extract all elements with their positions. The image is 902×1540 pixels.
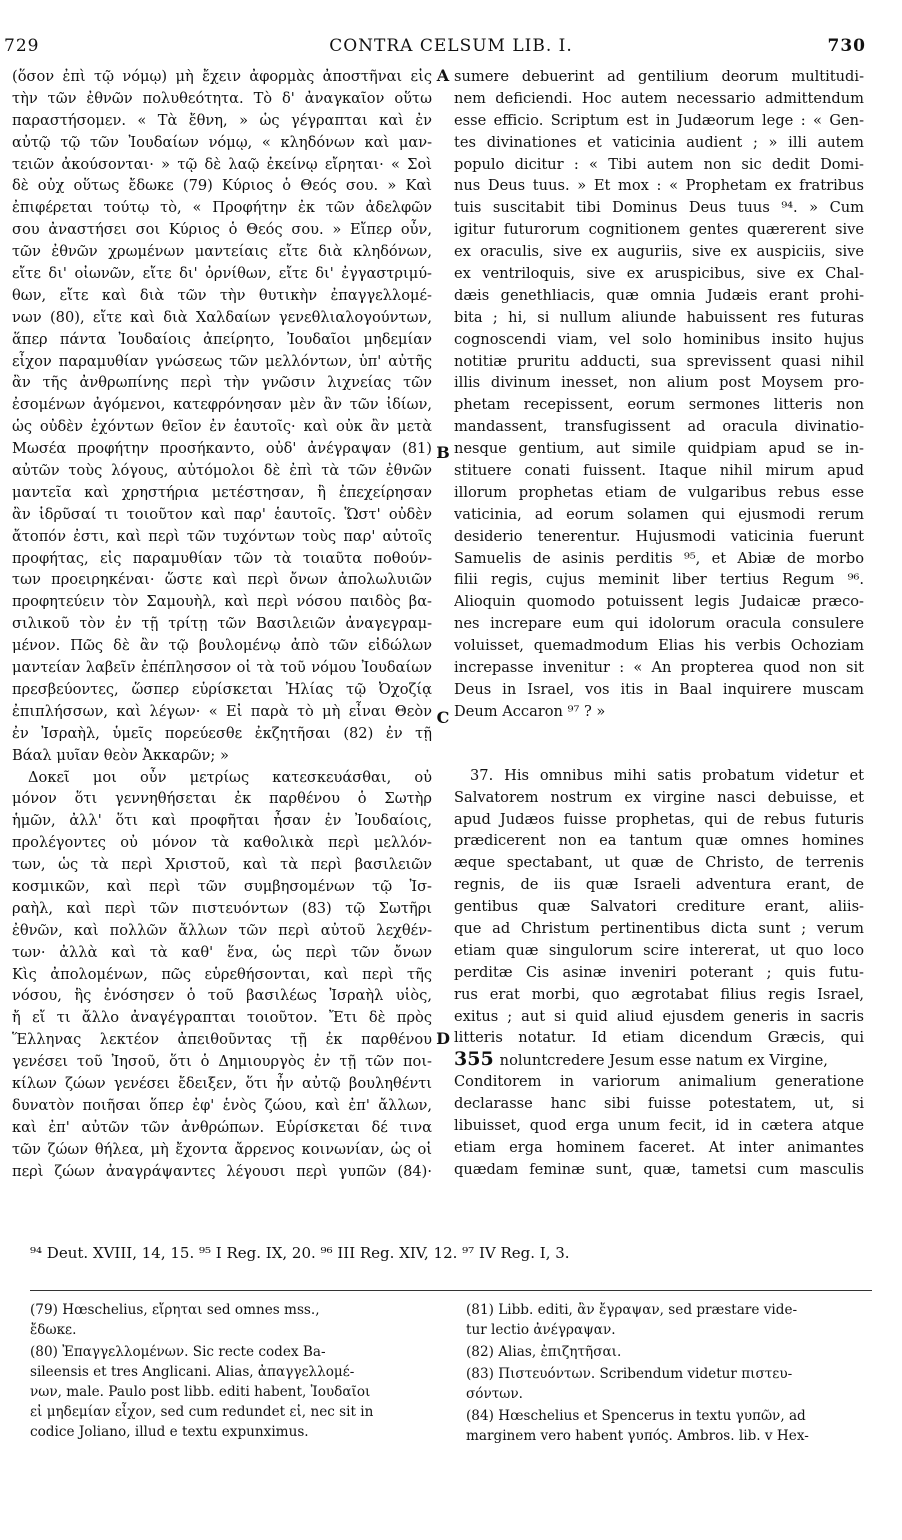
latin-line: illis divinum inesset, non alium post Moysem pro- xyxy=(454,374,864,392)
latin-line-with-column-number xyxy=(454,1049,864,1071)
greek-line: τὴν τῶν ἐθνῶν πολυθεότητα. Τὸ δ' ἀναγκαῖον οὕτω xyxy=(12,89,432,107)
latin-line: Conditorem in variorum animalium generatione xyxy=(454,1073,864,1091)
page-number-left: 729 xyxy=(4,36,40,56)
greek-line: ἐπιφέρεται τούτῳ τὸ, « Προφήτην ἐκ τῶν ἀδελφῶν xyxy=(12,199,432,217)
latin-line: etiam quæ singulorum scire intererat, ut quo loco xyxy=(454,941,864,959)
footnote-line: codice Joliano, illud e textu expunximus. xyxy=(30,1424,309,1440)
latin-line: mandassent, transfugissent ad oracula divinatio- xyxy=(454,418,864,436)
latin-line: nem deficiendi. Hoc autem necessario admittendum xyxy=(454,89,864,107)
latin-line: etiam erga hominem faceret. At inter animantes xyxy=(454,1138,864,1156)
latin-line: Deus in Israel, vos itis in Baal inquirere muscam xyxy=(454,680,864,698)
latin-line: cognoscendi viam, vel solo hominibus insito hujus xyxy=(454,330,864,348)
section-marker-b: B xyxy=(436,443,450,462)
latin-line: Alioquin quomodo potuissent legis Judaicæ præco- xyxy=(454,593,864,611)
greek-line: εἴτε δι' οἰωνῶν, εἴτε δι' ὀρνίθων, εἴτε δι' ἐγγαστριμύ- xyxy=(12,265,432,283)
latin-line: nes increpare eum qui idolorum oracula consulere xyxy=(454,615,864,633)
greek-line: τειῶν ἀκούσονται· » τῷ δὲ λαῷ ἐκείνῳ εἴρηται· « Σοὶ xyxy=(12,155,432,173)
greek-line: ὡς οὐδὲν ἐχόντων θεῖον ἐν ἑαυτοῖς· καὶ οὐκ ἂν μετὰ xyxy=(12,418,432,436)
latin-line: exitus ; aut si quid aliud ejusdem generis in sacris xyxy=(454,1007,864,1025)
running-header xyxy=(0,36,902,60)
greek-line: μόνον ὅτι γεννηθήσεται ἐκ παρθένου ὁ Σωτὴρ xyxy=(12,790,432,808)
latin-line: que ad Christum pertinentibus dicta sunt ; verum xyxy=(454,919,864,937)
latin-line: ex ventriloquis, sive ex aruspicibus, sive ex Chal- xyxy=(454,265,864,283)
latin-line: declarasse hanc sibi fuisse potestatem, ut, si xyxy=(454,1095,864,1113)
greek-line: δυνατὸν ποιῆσαι ὅπερ ἐφ' ἑνὸς ζώου, καὶ ἐπ' ἄλλων, xyxy=(12,1096,432,1114)
greek-line: Δοκεῖ μοι οὖν μετρίως κατεσκευάσθαι, οὐ xyxy=(28,768,432,786)
greek-line: ραὴλ, καὶ περὶ τῶν πιστευόντων (83) τῷ Σωτῆρι xyxy=(12,899,432,917)
greek-line: αὐτῶν τοὺς λόγους, αὐτόμολοι δὲ ἐπὶ τὰ τῶν ἐθνῶν xyxy=(12,462,432,480)
greek-line: Κὶς ἀπολομένων, πῶς εὑρεθήσονται, καὶ περὶ τῆς xyxy=(12,965,432,983)
greek-line: περὶ ζώων ἀναγράψαντες λέγουσι περὶ γυπῶν (84)· xyxy=(12,1162,432,1180)
greek-line: αὐτῷ τῷ τῶν Ἰουδαίων νόμῳ, « κληδόνων καὶ μαν- xyxy=(12,133,432,151)
greek-line: Ἕλληνας λεκτέον ἀπειθοῦντας τῇ ἐκ παρθένου xyxy=(12,1031,432,1049)
greek-line: πρεσβεύοντες, ὥσπερ εὑρίσκεται Ἠλίας τῷ Ὀχοζίᾳ xyxy=(12,680,432,698)
latin-line: perditæ Cis asinæ inveniri poterant ; quis futu- xyxy=(454,963,864,981)
latin-line: vaticinia, ad eorum solamen qui ejusmodi rerum xyxy=(454,505,864,523)
footnote xyxy=(466,1364,871,1404)
latin-line: æque spectabant, ut quæ de Christo, de terrenis xyxy=(454,854,864,872)
greek-line: των προειρηκέναι· ὥστε καὶ περὶ ὄνων ἀπολωλυιῶν xyxy=(12,571,432,589)
greek-line: ἂν τῆς ἀνθρωπίνης περὶ τὴν γνῶσιν λιχνείας τῶν xyxy=(12,374,432,392)
latin-line: nesque gentium, aut simile quidpiam apud se in- xyxy=(454,440,864,458)
greek-line: θων, εἴτε καὶ διὰ τῶν τὴν θυτικὴν ἐπαγγελλομέ- xyxy=(12,286,432,304)
greek-line: κίλων ζώων γενέσει ἔδειξεν, ὅτι ἦν αὐτῷ βουληθέντι xyxy=(12,1074,432,1092)
latin-line: tes divinationes et vaticinia audient ; » illi autem xyxy=(454,133,864,151)
latin-line: phetam recepissent, eorum sermones litteris non xyxy=(454,396,864,414)
greek-line: προφητεύειν τὸν Σαμουὴλ, καὶ περὶ νόσου παιδὸς βα- xyxy=(12,593,432,611)
latin-line: igitur futurorum cognitionem gentes quærerent sive xyxy=(454,221,864,239)
latin-line: desiderio tenerentur. Hujusmodi vaticinia fuerunt xyxy=(454,527,864,545)
footnote-line: νων, male. Paulo post libb. editi habent, Ἰουδαῖοι xyxy=(30,1384,371,1400)
greek-line: μένον. Πῶς δὲ ἂν τῷ βουλομένῳ ἀπὸ τῶν εἰδώλων xyxy=(12,637,432,655)
footnotes-right xyxy=(466,1300,871,1448)
footnotes-left xyxy=(30,1300,430,1444)
greek-line: ἄτοπόν ἐστι, καὶ περὶ τῶν τυχόντων τοὺς παρ' αὐτοῖς xyxy=(12,527,432,545)
latin-line: sumere debuerint ad gentilium deorum multitudi- xyxy=(454,68,864,85)
greek-line: Βάαλ μυῖαν θεὸν Ἀκκαρῶν; » xyxy=(12,746,229,764)
greek-line: ἂν ἱδρῦσαί τι τοιοῦτον καὶ παρ' ἑαυτοῖς. Ὥστ' οὐδὲν xyxy=(12,505,432,523)
greek-line: τῶν ζώων θήλεα, μὴ ἔχοντα ἄρρενος κοινωνίαν, ὡς οἱ xyxy=(12,1140,432,1158)
footnote xyxy=(466,1342,871,1362)
latin-line: apud Judæos fuisse prophetas, qui de rebus futuris xyxy=(454,810,864,828)
greek-line: ἤ εἴ τι ἄλλο ἀναγέγραπται τοιοῦτον. Ἔτι δὲ πρὸς xyxy=(12,1009,432,1027)
latin-line: libuisset, quod erga unum fecit, id in cætera atque xyxy=(454,1116,864,1134)
latin-line: gentibus quæ Salvatori crediture erant, aliis- xyxy=(454,898,864,916)
footnote xyxy=(466,1300,871,1340)
footnote-line: σόντων. xyxy=(466,1386,523,1402)
latin-line: litteris notatur. Id etiam dicendum Græcis, qui xyxy=(454,1029,864,1047)
latin-line: dæis genethliacis, quæ omnia Judæis erant prohi- xyxy=(454,286,864,304)
latin-line: tuis suscitabit tibi Dominus Deus tuus ⁹⁴. » Cum xyxy=(454,199,864,217)
footnote-line: (79) Hœschelius, εἴρηται sed omnes mss., xyxy=(30,1302,320,1318)
greek-line: ἡμῶν, ἀλλ' ὅτι καὶ προφῆται ἦσαν ἐν Ἰουδαίοις, xyxy=(12,812,432,830)
latin-line: voluisset, quemadmodum Elias his verbis Ochoziam xyxy=(454,637,864,655)
latin-line: nus Deus tuus. » Et mox : « Prophetam ex fratribus xyxy=(454,177,864,195)
latin-line: 37. His omnibus mihi satis probatum videtur et xyxy=(470,766,864,784)
greek-line: μαντεῖα καὶ χρηστήρια μετέστησαν, ἢ ἐπεχείρησαν xyxy=(12,483,432,501)
latin-line: increpasse invenitur : « An propterea quod non sit xyxy=(454,659,864,677)
section-marker-a: A xyxy=(436,66,450,85)
greek-line: τῶν ἐθνῶν χρωμένων μαντείαις εἴτε διὰ κληδόνων, xyxy=(12,243,432,261)
greek-line: των, ὡς τὰ περὶ Χριστοῦ, καὶ τὰ περὶ βασιλειῶν xyxy=(12,856,432,874)
latin-line-text: noluntcredere Jesum esse natum ex Virgine, xyxy=(499,1052,828,1070)
footnote-line: marginem vero habent γυπός. Ambros. lib. v Hex- xyxy=(466,1428,809,1444)
latin-line: populo dicitur : « Tibi autem non sic dedit Domi- xyxy=(454,155,864,173)
greek-line: ἐσομένων ἀγόμενοι, κατεφρόνησαν μὲν ἂν τῶν ἰδίων, xyxy=(12,396,432,414)
latin-line: Samuelis de asinis perditis ⁹⁵, et Abiæ de morbo xyxy=(454,549,864,567)
page-number-right: 730 xyxy=(827,36,866,56)
greek-line: (ὅσον ἐπὶ τῷ νόμῳ) μὴ ἔχειν ἀφορμὰς ἀποστῆναι εἰς xyxy=(12,68,432,85)
latin-line: stituere conati fuissent. Itaque nihil mirum apud xyxy=(454,462,864,480)
section-marker-c: C xyxy=(436,708,450,727)
latin-line: Salvatorem nostrum ex virgine nasci debuisse, et xyxy=(454,788,864,806)
greek-line: σου ἀναστήσει σοι Κύριος ὁ Θεός σου. » Εἴπερ οὖν, xyxy=(12,221,432,239)
greek-line: νόσου, ἣς ἐνόσησεν ὁ τοῦ βασιλέως Ἰσραὴλ υἱὸς, xyxy=(12,987,432,1005)
footnote-line: (83) Πιστευόντων. Scribendum videtur πιστευ- xyxy=(466,1366,793,1382)
greek-line: εἶχον παραμυθίαν γνώσεως τῶν μελλόντων, ὑπ' αὐτῆς xyxy=(12,352,432,370)
greek-line: ἐθνῶν, καὶ πολλῶν ἄλλων τῶν περὶ αὐτοῦ λεχθέν- xyxy=(12,921,432,939)
column-number: 355 xyxy=(454,1049,494,1071)
latin-line: ex oraculis, sive ex auguriis, sive ex auspiciis, sive xyxy=(454,243,864,261)
greek-line: ἅπερ πάντα Ἰουδαίοις ἀπείρητο, Ἰουδαῖοι μηδεμίαν xyxy=(12,330,432,348)
footnote-line: sileensis et tres Anglicani. Alias, ἀπαγγελλομέ- xyxy=(30,1364,355,1380)
greek-line: μαντείαν λαβεῖν ἐπέπλησσον οἱ τὰ τοῦ νόμου Ἰουδαίων xyxy=(12,659,432,677)
latin-line: filii regis, cujus meminit liber tertius Regum ⁹⁶. xyxy=(454,571,864,589)
greek-line: ἐπιπλήσσων, καὶ λέγων· « Εἰ παρὰ τὸ μὴ εἶναι Θεὸν xyxy=(12,702,432,720)
greek-line: Μωσέα προφήτην προσήκαντο, οὐδ' ἀνέγραψαν (81) xyxy=(12,440,432,458)
greek-line: νων (80), εἴτε καὶ διὰ Χαλδαίων γενεθλιαλογούντων, xyxy=(12,308,432,326)
latin-line: quædam feminæ sunt, quæ, tametsi cum masculis xyxy=(454,1160,864,1178)
paragraph-gap xyxy=(454,723,864,765)
section-marker-d: D xyxy=(436,1029,450,1048)
latin-line: bita ; hi, si nullum aliunde habuissent res futuras xyxy=(454,308,864,326)
footnote xyxy=(30,1300,430,1340)
footnote-line: tur lectio ἀνέγραψαν. xyxy=(466,1322,616,1338)
latin-line: esse efficio. Scriptum est in Judæorum lege : « Gen- xyxy=(454,111,864,129)
latin-line: Deum Accaron ⁹⁷ ? » xyxy=(454,702,606,720)
greek-line: προλέγοντες οὐ μόνον τὰ καθολικὰ περὶ μελλόν- xyxy=(12,834,432,852)
footnote-line: εἰ μηδεμίαν εἶχον, sed cum redundet εἰ, nec sit in xyxy=(30,1404,374,1420)
greek-line: ἐν Ἰσραὴλ, ὑμεῖς πορεύεσθε ἐκζητῆσαι (82) ἐν τῇ xyxy=(12,724,432,742)
scripture-references: ⁹⁴ Deut. XVIII, 14, 15. ⁹⁵ I Reg. IX, 20. ⁹⁶ III Reg. XIV, 12. ⁹⁷ IV Reg. I, 3. xyxy=(30,1244,570,1262)
greek-line: παραστήσομεν. « Τὰ ἔθνη, » ὡς γέγραπται καὶ ἐν xyxy=(12,111,432,129)
latin-line: regnis, de iis quæ Israeli adventura erant, de xyxy=(454,876,864,894)
footnote xyxy=(30,1342,430,1442)
latin-text-column xyxy=(454,66,864,1224)
running-title: CONTRA CELSUM LIB. I. xyxy=(329,36,573,56)
footnote-line: (84) Hœschelius et Spencerus in textu γυπῶν, ad xyxy=(466,1408,806,1424)
latin-line: illorum prophetas etiam de vulgaribus rebus esse xyxy=(454,483,864,501)
greek-line: καὶ ἐπ' αὐτῶν τῶν ἀνθρώπων. Εὑρίσκεται δέ τινα xyxy=(12,1118,432,1136)
footnote-line: (82) Alias, ἐπιζητῆσαι. xyxy=(466,1344,622,1360)
greek-line: των· ἀλλὰ καὶ τὰ καθ' ἕνα, ὡς περὶ τῶν ὄνων xyxy=(12,943,432,961)
footnote-line: ἔδωκε. xyxy=(30,1322,77,1338)
latin-line: prædicerent non ea tantum quæ omnes homines xyxy=(454,832,864,850)
footnote-line: (81) Libb. editi, ἂν ἔγραψαν, sed præstare vide- xyxy=(466,1302,798,1318)
greek-line: γενέσει τοῦ Ἰησοῦ, ὅτι ὁ Δημιουργὸς ἐν τῇ τῶν ποι- xyxy=(12,1053,432,1071)
greek-line: κοσμικῶν, καὶ περὶ τῶν συμβησομένων τῷ Ἰσ- xyxy=(12,877,432,895)
greek-line: προφήτας, εἰς παραμυθίαν τῶν τὰ τοιαῦτα ποθούν- xyxy=(12,549,432,567)
footnote xyxy=(466,1406,871,1446)
footnote-divider xyxy=(30,1290,872,1291)
greek-line: δὲ οὐχ οὕτως ἔδωκε (79) Κύριος ὁ Θεός σου. » Καὶ xyxy=(12,177,432,195)
footnote-line: (80) Ἐπαγγελλομένων. Sic recte codex Ba- xyxy=(30,1344,326,1360)
greek-text-column xyxy=(12,66,432,1224)
latin-line: notitiæ pruritu adducti, sua sprevissent quasi nihil xyxy=(454,352,864,370)
greek-line: σιλικοῦ τὸν ἐν τῇ τρίτῃ τῶν Βασιλειῶν ἀναγεγραμ- xyxy=(12,615,432,633)
latin-line: rus erat morbi, quo ægrotabat filius regis Israel, xyxy=(454,985,864,1003)
